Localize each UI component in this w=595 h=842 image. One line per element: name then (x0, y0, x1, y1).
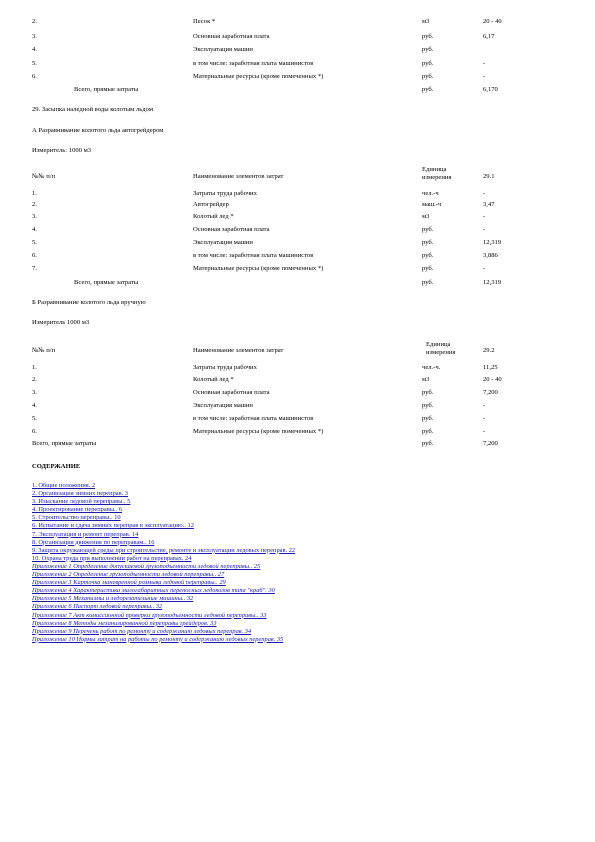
row-number: 7. (32, 265, 37, 272)
total-unit: руб. (422, 86, 434, 93)
row-value: - (483, 402, 486, 409)
toc-appendix-link[interactable]: Приложение 5 Механизмы и ледорезательные машины.. 32 (32, 595, 194, 603)
row-number: 2. (32, 376, 37, 383)
row-value: - (483, 73, 486, 80)
row-name: в том числе: заработная плата машинистов (193, 60, 314, 67)
row-value: - (483, 415, 486, 422)
row-number: 3. (32, 389, 37, 396)
row-unit: чел.-ч (422, 190, 439, 197)
row-unit: руб. (422, 402, 434, 409)
row-number: 3. (32, 213, 37, 220)
row-name: Затраты труда рабочих (193, 364, 257, 371)
toc-link[interactable]: 7. Эксплуатация и ремонт переправ. 14 (32, 530, 139, 538)
total-unit: руб. (422, 279, 434, 286)
row-unit: руб. (422, 389, 434, 396)
total-label: Всего, прямые затраты (74, 86, 139, 93)
row-number: 2. (32, 201, 37, 208)
row-unit: руб. (422, 60, 434, 67)
total-unit: руб. (422, 440, 434, 447)
row-name: Эксплуатация машин (193, 402, 253, 409)
row-unit: м3 (422, 213, 430, 220)
toc-appendix-link[interactable]: Приложение 6 Паспорт ледовой переправы.. 32 (32, 603, 163, 611)
row-number: 6. (32, 428, 37, 435)
header-name: Наименование элементов затрат (193, 347, 284, 354)
toc-link[interactable]: 2. Организация зимних переправ. 3 (32, 490, 129, 498)
toc-link[interactable]: 10. Охрана труда при выполнении работ на переправах. 24 (32, 554, 192, 562)
row-name: Основная заработная плата (193, 389, 270, 396)
toc-list (32, 483, 295, 645)
row-unit: руб. (422, 415, 434, 422)
toc-link[interactable]: 6. Испытание и сдача зимних переправ в эксплуатацию.. 12 (32, 522, 194, 530)
header-code: 29.2 (483, 347, 495, 354)
header-unit-line2: измерения (422, 174, 452, 181)
toc-link[interactable]: 4. Проектирование переправы.. 6 (32, 506, 123, 514)
toc-appendix-link[interactable]: Приложение 8 Методы механизированной переправы грейдеров. 33 (32, 619, 217, 627)
row-name: в том числе: заработная плата машинистов (193, 252, 314, 259)
row-number: 4. (32, 226, 37, 233)
row-value: - (483, 265, 486, 272)
row-name: Основная заработная плата (193, 226, 270, 233)
row-unit: маш.-ч (422, 201, 442, 208)
row-value: 11,25 (483, 364, 498, 371)
toc-link[interactable]: 5. Строительство переправы.. 10 (32, 514, 121, 522)
row-value: 7,200 (483, 389, 498, 396)
row-name: Автогрейдер (193, 201, 229, 208)
subsection-a: А Разравнивание колотого льда автогрейдером (32, 127, 164, 134)
toc-link[interactable]: 3. Изыскание ледовой переправы.. 5 (32, 498, 131, 506)
header-unit (426, 341, 455, 357)
total-value: 12,319 (483, 279, 502, 286)
header-unit-line1: Единица (422, 166, 447, 173)
total-label: Всего, прямые затраты (74, 279, 139, 286)
header-unit (422, 166, 451, 182)
row-number: 1. (32, 190, 37, 197)
header-number: №№ п/п (32, 173, 56, 180)
total-value: 6,170 (483, 86, 498, 93)
row-unit: руб. (422, 33, 434, 40)
row-name: Материальные ресурсы (кроме помеченных *) (193, 428, 324, 435)
row-unit: руб. (422, 265, 434, 272)
meter-a: Измеритель: 1000 м3 (32, 147, 92, 154)
row-unit: руб. (422, 239, 434, 246)
toc-appendix-link[interactable]: Приложение 9 Перечень работ по ремонту и содержанию ледовых переправ. 34 (32, 627, 252, 635)
row-unit: руб. (422, 46, 434, 53)
row-name: Колотый лед * (193, 376, 234, 383)
subsection-b: Б Разравнивание колотого льда вручную (32, 299, 146, 306)
toc-appendix-link[interactable]: Приложение 2 Определение грузоподъемности ледовой переправы.. 27 (32, 571, 225, 579)
toc-link[interactable]: 9. Защита окружающей среды при строительстве, ремонте и эксплуатации ледовых переправ. 22 (32, 546, 296, 554)
row-number: 4. (32, 402, 37, 409)
row-value: - (483, 213, 486, 220)
header-unit-line1: Единица (426, 341, 451, 348)
row-name: в том числе: заработная плата машинистов (193, 415, 314, 422)
toc-appendix-link[interactable]: Приложение 4 Характеристика малогабаритных переносных ледоколов типа "краб". 30 (32, 587, 275, 595)
row-number: 5. (32, 60, 37, 67)
row-value: - (483, 190, 486, 197)
row-value: - (483, 60, 486, 67)
row-value: 3,886 (483, 252, 498, 259)
row-value: - (483, 226, 486, 233)
toc-appendix-link[interactable]: Приложение 3 Карточка маневренной розмыва ледовой переправы.. 29 (32, 579, 226, 587)
row-number: 5. (32, 239, 37, 246)
row-unit: руб. (422, 226, 434, 233)
row-name: Материальные ресурсы (кроме помеченных *) (193, 73, 324, 80)
row-number: 3. (32, 33, 37, 40)
header-name: Наименование элементов затрат (193, 173, 284, 180)
row-number: 6. (32, 73, 37, 80)
row-name: Основная заработная плата (193, 33, 270, 40)
toc-title: СОДЕРЖАНИЕ (32, 463, 81, 470)
row-unit: руб. (422, 428, 434, 435)
row-name: Эксплуатация машин (193, 239, 253, 246)
row-name: Материальные ресурсы (кроме помеченных *) (193, 265, 324, 272)
row-value: 6,17 (483, 33, 495, 40)
row-unit: м3 (422, 18, 430, 25)
row-value: 3,47 (483, 201, 495, 208)
header-code: 29.1 (483, 173, 495, 180)
toc-link[interactable]: 1. Общие положения. 2 (32, 482, 96, 489)
toc-appendix-link[interactable]: Приложение 1 Определение допускаемой грузоподъемности ледовой переправы.. 25 (32, 562, 261, 570)
row-name: Песок * (193, 18, 216, 25)
row-value: 20 - 40 (483, 18, 502, 25)
row-unit: руб. (422, 73, 434, 80)
total-label: Всего, прямые затраты (32, 440, 97, 447)
row-name: Затраты труда рабочих (193, 190, 257, 197)
row-name: Эксплуатация машин (193, 46, 253, 53)
meter-b: Измеритель 1000 м3 (32, 319, 90, 326)
row-number: 5. (32, 415, 37, 422)
row-number: 6. (32, 252, 37, 259)
row-unit: чел.-ч. (422, 364, 441, 371)
toc-link[interactable]: 8. Организация движения по переправам.. 16 (32, 538, 155, 546)
row-value: 12,319 (483, 239, 502, 246)
row-unit: руб. (422, 252, 434, 259)
header-number: №№ п/п (32, 347, 56, 354)
row-value: - (483, 428, 486, 435)
row-unit: м3 (422, 376, 430, 383)
toc-appendix-link[interactable]: Приложение 7 Акт комиссионной проверки грузоподъемности ледовой переправы.. 33 (32, 611, 267, 619)
header-unit-line2: измерения (426, 349, 456, 356)
total-value: 7,200 (483, 440, 498, 447)
row-number: 4. (32, 46, 37, 53)
row-number: 2. (32, 18, 37, 25)
row-number: 1. (32, 364, 37, 371)
row-value: 20 - 40 (483, 376, 502, 383)
section-heading: 29. Засыпка наледной воды колотым льдом (32, 106, 154, 113)
row-name: Колотый лед * (193, 213, 234, 220)
toc-appendix-link[interactable]: Приложение 10 Нормы затрат на работы по ремонту и содержанию ледовых переправ. 35 (32, 635, 284, 643)
